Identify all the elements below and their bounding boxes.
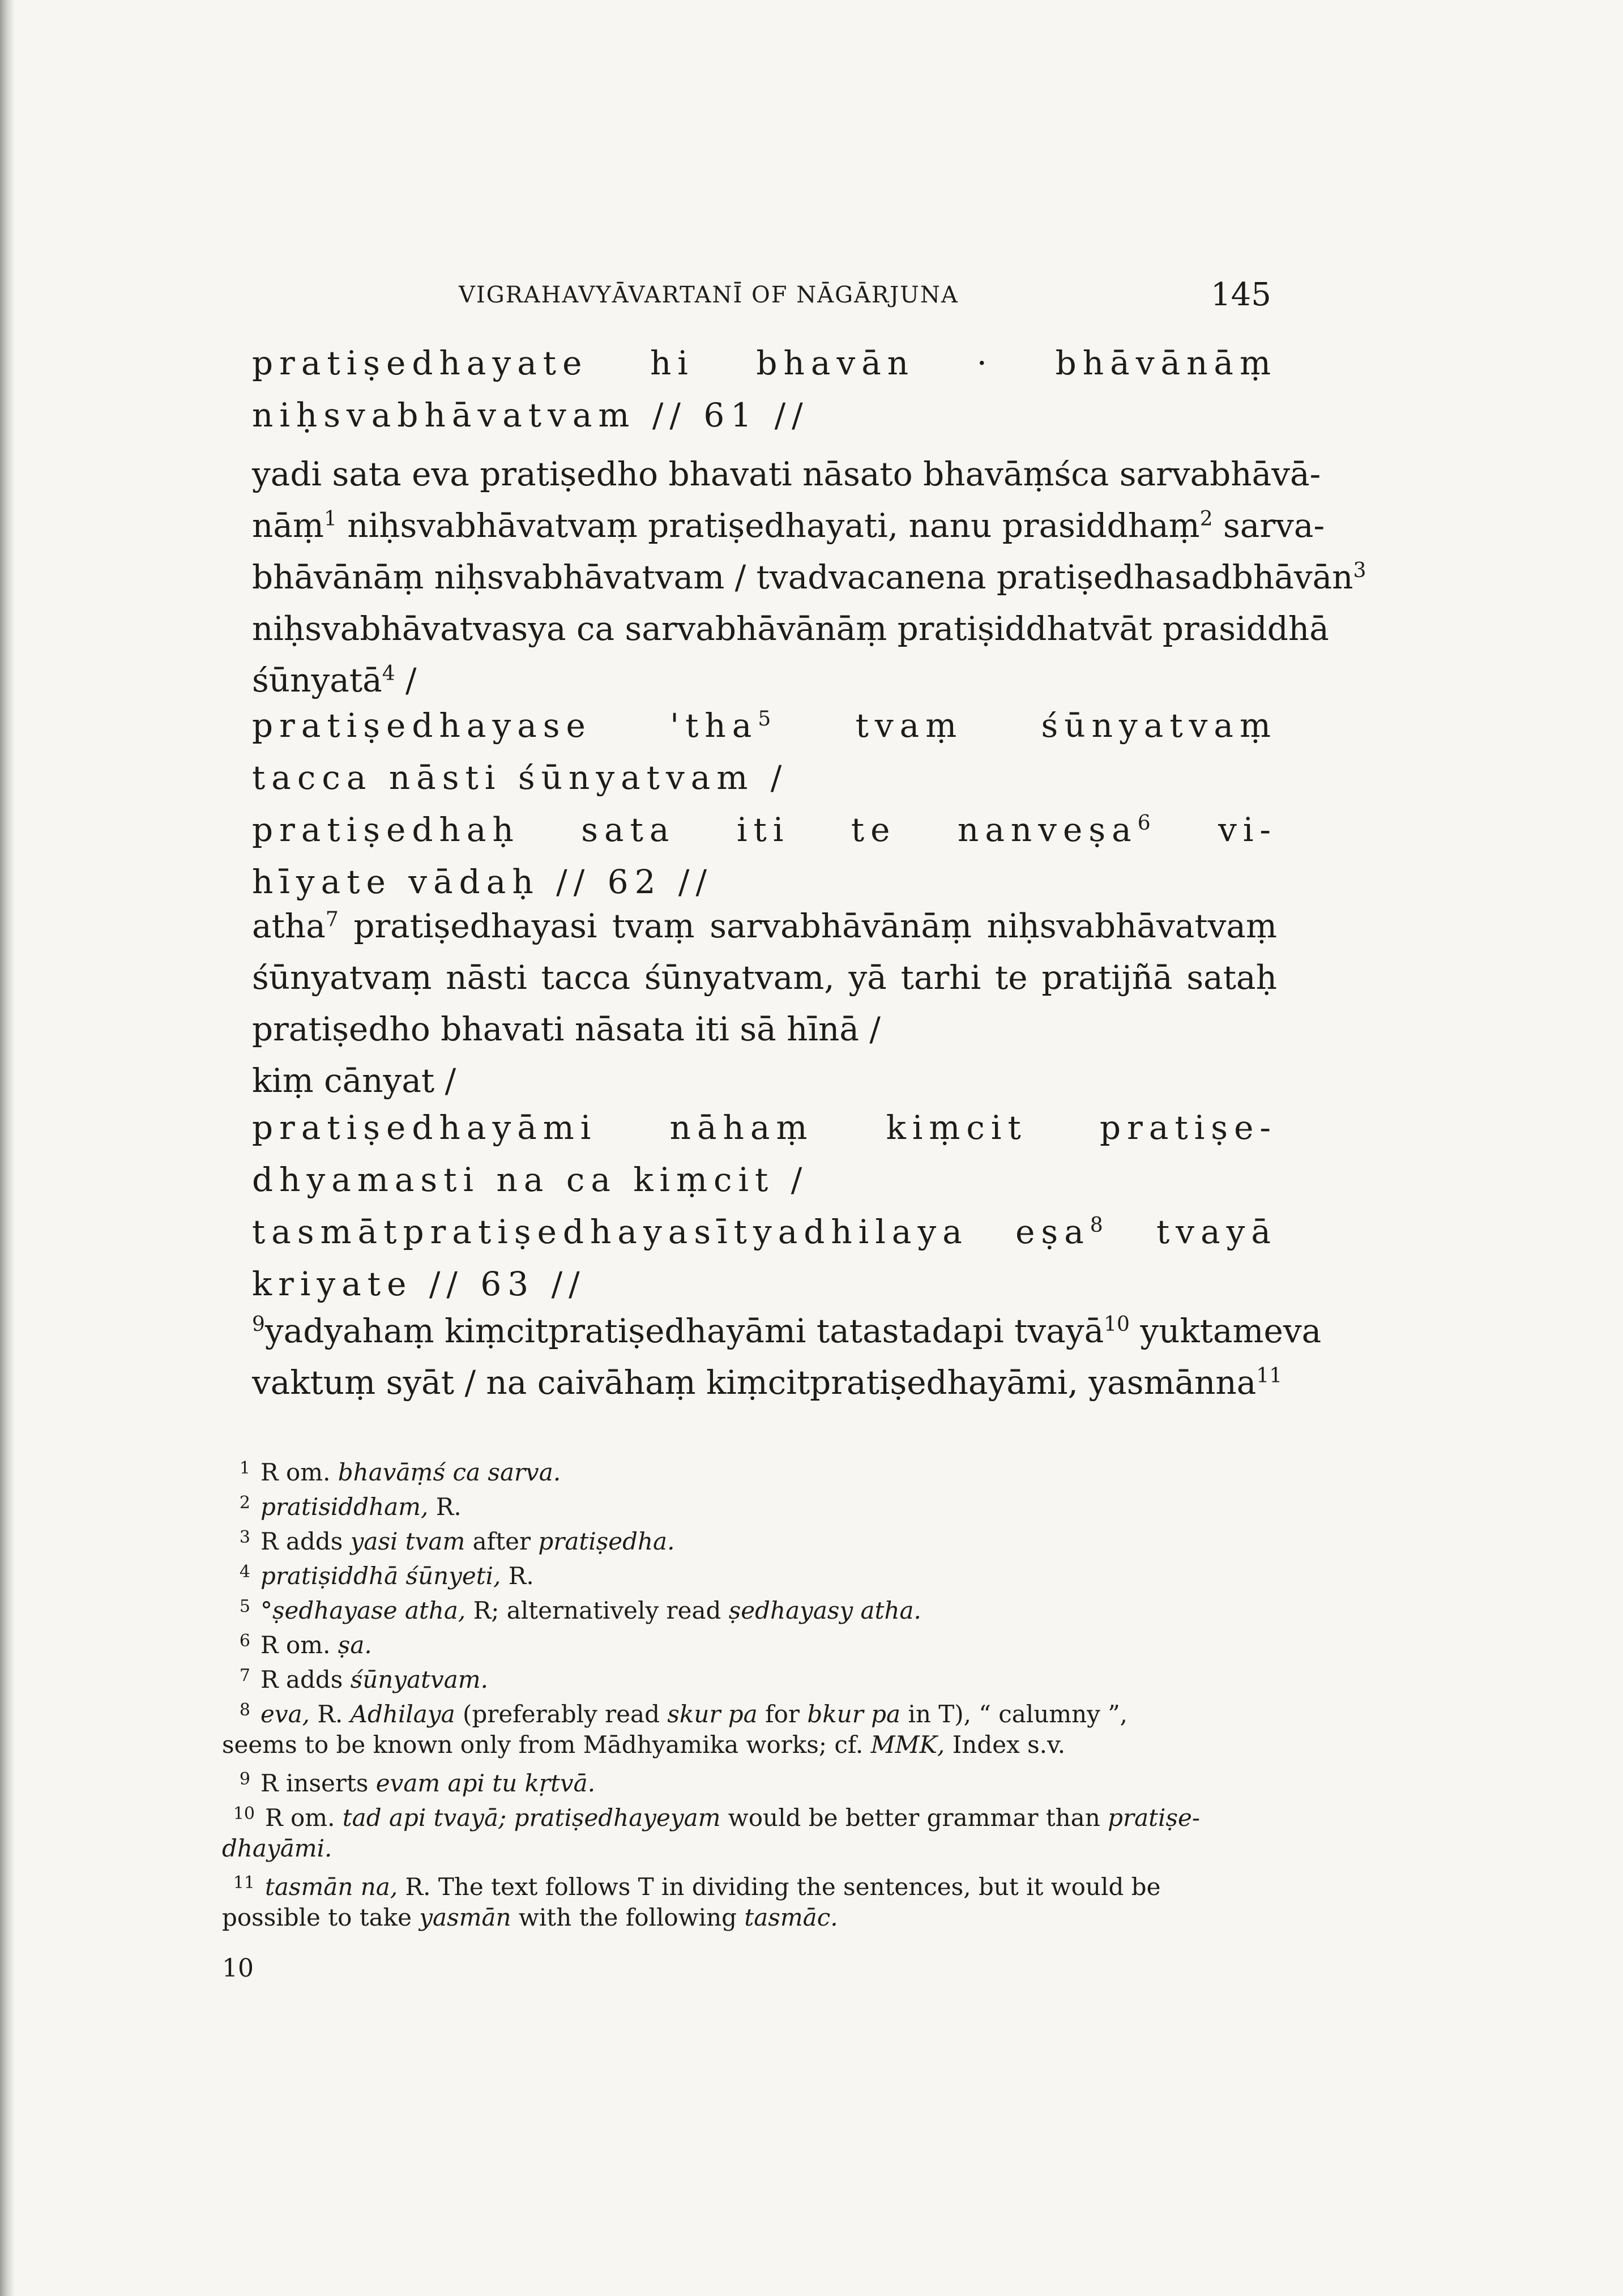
footnote-11-continued: possible to take yasmān with the following tasmāc. [222, 1904, 838, 1931]
verse-line: pratiṣedhayate hi bhavān · bhāvānāṃ [252, 344, 1277, 382]
verse-63 [252, 1102, 1277, 1310]
verse-line: hīyate vādaḥ // 62 // [252, 863, 714, 901]
verse-line: dhyamasti na ca kiṃcit / [252, 1160, 809, 1199]
footnote-ref: 10 [1104, 1313, 1130, 1336]
verse-line: pratiṣedhayāmi nāhaṃ kiṃcit pratiṣe- [252, 1108, 1277, 1147]
verse-line: tasmātpratiṣedhayasītyadhilaya eṣa$^8$ tvayā [252, 1213, 1277, 1251]
commentary-paragraph-2 [252, 901, 1277, 1107]
running-title: VIGRAHAVYĀVARTANĪ OF NĀGĀRJUNA [459, 282, 959, 308]
footnote-ref: 11 [1256, 1364, 1283, 1388]
footnote-10: 10 R om. tad api tvayā; pratiṣedhayeyam would be better grammar than pratiṣe- [233, 1804, 1201, 1832]
verse-line: kriyate // 63 // [252, 1265, 586, 1303]
footnote-8: 8 eva, R. Adhilaya (preferably read skur pa for bkur pa in T), “ calumny ”, [239, 1700, 1128, 1728]
footnote-10-continued: dhayāmi. [222, 1834, 332, 1862]
footnote-1: 1 R om. bhavāṃś ca sarva. [239, 1458, 561, 1486]
footnote-ref: 3 [1353, 559, 1366, 582]
prose-line: vaktuṃ syāt / na caivāhaṃ kiṃcitpratiṣedhayāmi, yasmānna$^{11}$ [252, 1363, 1283, 1402]
prose-line: nāṃ$^1$ niḥsvabhāvatvaṃ pratiṣedhayati, nanu prasiddhaṃ$^2$ sarva- [252, 506, 1325, 545]
footnote-9: 9 R inserts evam api tu kṛtvā. [239, 1769, 596, 1797]
footnote-6: 6 R om. ṣa. [239, 1631, 372, 1659]
footnote-ref: 6 [1137, 812, 1157, 835]
prose-line: kiṃ cānyat / [252, 1061, 456, 1100]
footnote-7: 7 R adds śūnyatvam. [239, 1666, 488, 1693]
footnote-2: 2 pratisiddham, R. [239, 1493, 462, 1521]
commentary-paragraph-3 [252, 1305, 1322, 1409]
footnote-ref: 9 [252, 1313, 265, 1336]
verse-line: tacca nāsti śūnyatvam / [252, 758, 788, 797]
verse-line: pratiṣedhaḥ sata iti te nanveṣa$^6$ vi- [252, 810, 1277, 849]
signature-mark: 10 [222, 1954, 254, 1983]
prose-line: śūnyatvaṃ nāsti tacca śūnyatvam, yā tarhi te pratijñā sataḥ [252, 958, 1277, 997]
commentary-paragraph-1 [252, 449, 1366, 706]
footnote-4: 4 pratiṣiddhā śūnyeti, R. [239, 1562, 534, 1590]
prose-line: pratiṣedho bhavati nāsata iti sā hīnā / [252, 1010, 881, 1048]
footnote-8-continued: seems to be known only from Mādhyamika works; cf. MMK, Index s.v. [222, 1731, 1066, 1759]
verse-line: niḥsvabhāvatvam // 61 // [252, 396, 809, 434]
footnote-ref: 7 [325, 908, 339, 931]
footnote-ref: 4 [382, 662, 395, 685]
prose-line: bhāvānāṃ niḥsvabhāvatvam / tvadvacanena pratiṣedhasadbhāvān$^3$ [252, 558, 1366, 596]
verse-62 [252, 699, 1277, 908]
verse-line: pratiṣedhayase 'tha$^5$ tvaṃ śūnyatvaṃ [252, 706, 1278, 745]
footnote-ref: 8 [1090, 1214, 1109, 1237]
verse-61 [252, 337, 1277, 441]
prose-line: atha$^7$ pratiṣedhayasi tvaṃ sarvabhāvānāṃ niḥsvabhāvatvaṃ [252, 907, 1277, 945]
page-header [0, 276, 1623, 316]
prose-line: $^9$yadyahaṃ kiṃcitpratiṣedhayāmi tatastadapi tvayā$^{10}$ yuktameva [252, 1312, 1322, 1350]
prose-line: śūnyatā$^4$ / [252, 661, 417, 699]
page-number: 145 [1211, 276, 1271, 313]
footnote-5: 5 °ṣedhayase atha, R; alternatively read ṣedhayasy atha. [239, 1597, 921, 1624]
footnote-3: 3 R adds yasi tvam after pratiṣedha. [239, 1527, 675, 1555]
prose-line: niḥsvabhāvatvasya ca sarvabhāvānāṃ pratiṣiddhatvāt prasiddhā [252, 609, 1329, 648]
footnote-ref: 1 [323, 507, 337, 531]
footnote-ref: 5 [758, 707, 778, 731]
footnotes [222, 1451, 1281, 1935]
footnote-ref: 2 [1199, 507, 1213, 531]
footnote-11: 11 tasmān na, R. The text follows T in dividing the sentences, but it would be [233, 1873, 1161, 1901]
prose-line: yadi sata eva pratiṣedho bhavati nāsato bhavāṃśca sarvabhāvā- [252, 455, 1321, 493]
